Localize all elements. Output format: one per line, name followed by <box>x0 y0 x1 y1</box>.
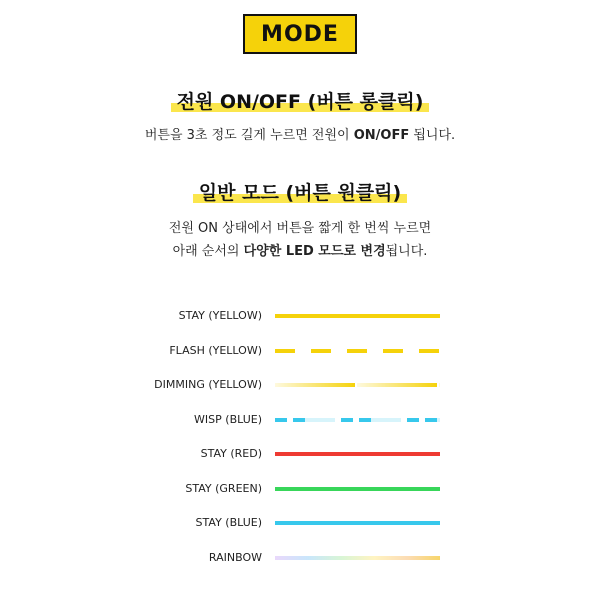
mode-line-indicator <box>275 314 440 318</box>
normal-desc-post: 됩니다. <box>385 244 428 259</box>
mode-label: FLASH (YELLOW) <box>169 344 262 357</box>
power-desc-pre: 버튼을 3초 정도 길게 누르면 전원이 <box>144 128 354 143</box>
mode-line-indicator <box>275 383 440 387</box>
mode-line-indicator <box>275 349 440 353</box>
mode-row <box>0 444 600 464</box>
normal-desc-line2 <box>0 240 600 263</box>
normal-desc-pre: 아래 순서의 <box>172 244 244 259</box>
mode-label: RAINBOW <box>208 551 262 564</box>
mode-line-indicator <box>275 452 440 456</box>
mode-label: STAY (GREEN) <box>185 482 262 495</box>
normal-heading-text: 일반 모드 (버튼 원클릭) <box>193 182 407 204</box>
mode-line-indicator <box>275 418 440 422</box>
normal-description <box>0 217 600 263</box>
mode-row <box>0 513 600 533</box>
mode-badge: MODE <box>243 14 357 54</box>
normal-desc-bold: 다양한 LED 모드로 변경 <box>243 244 386 259</box>
mode-line-indicator <box>275 521 440 525</box>
normal-desc-line1: 전원 ON 상태에서 버튼을 짧게 한 번씩 누르면 <box>168 221 432 236</box>
mode-row <box>0 410 600 430</box>
power-desc-post: 됩니다. <box>409 128 456 143</box>
power-description <box>0 124 600 147</box>
power-heading <box>0 87 600 114</box>
power-desc-bold: ON/OFF <box>353 128 410 143</box>
mode-row <box>0 548 600 568</box>
mode-line-indicator <box>275 487 440 491</box>
mode-label: WISP (BLUE) <box>194 413 262 426</box>
mode-label: STAY (YELLOW) <box>178 309 262 322</box>
mode-label: STAY (RED) <box>200 447 262 460</box>
normal-heading <box>0 178 600 205</box>
power-heading-text: 전원 ON/OFF (버튼 롱클릭) <box>171 91 430 113</box>
mode-label: STAY (BLUE) <box>195 516 262 529</box>
mode-row <box>0 479 600 499</box>
mode-line-indicator <box>275 556 440 560</box>
mode-label: DIMMING (YELLOW) <box>154 378 262 391</box>
mode-row <box>0 375 600 395</box>
mode-row <box>0 341 600 361</box>
mode-row <box>0 306 600 326</box>
